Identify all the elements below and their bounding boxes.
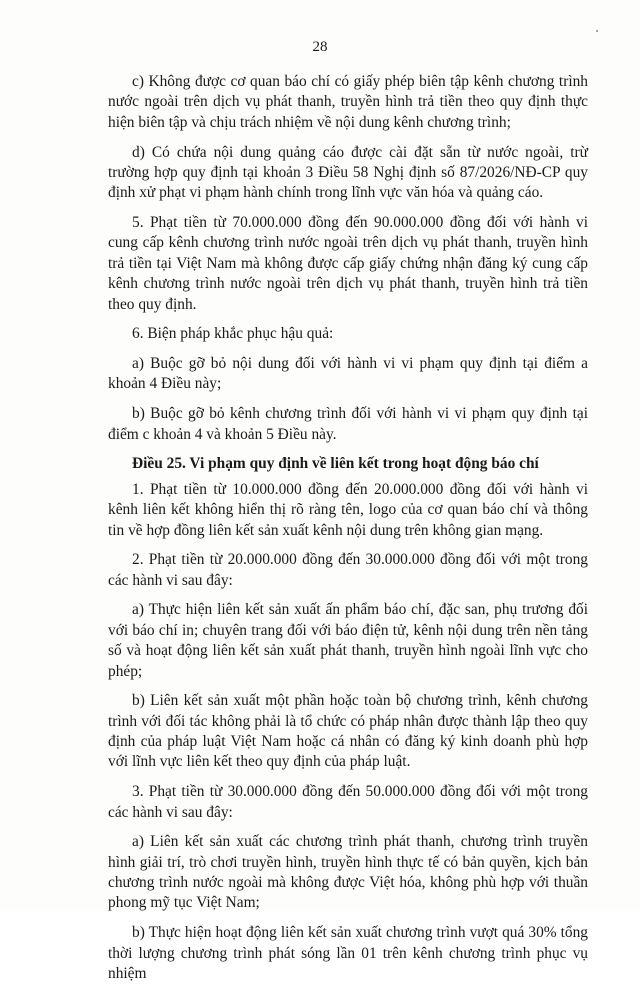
article-25-clause-2: 2. Phạt tiền từ 20.000.000 đồng đến 30.000.000 đồng đối với một trong các hành vi sau đây: xyxy=(108,551,588,589)
article-25-heading: Điều 25. Vi phạm quy định về liên kết trong hoạt động báo chí xyxy=(132,455,539,473)
clause-4d: d) Có chứa nội dung quảng cáo được cài đặt sẵn từ nước ngoài, trừ trường hợp quy định tại khoản 3 Điều 58 Nghị định số 87/2026/NĐ-CP quy định xử phạt vi phạm hành chính trong lĩnh vực văn hóa và quảng cáo. xyxy=(108,143,588,202)
clause-4c: c) Không được cơ quan báo chí có giấy phép biên tập kênh chương trình nước ngoài trên dịch vụ phát thanh, truyền hình trả tiền theo quy định thực hiện biên tập và chịu trách nhiệm về nội dung kênh chương trình; xyxy=(108,73,588,131)
article-25-clause-2b: b) Liên kết sản xuất một phần hoặc toàn bộ chương trình, kênh chương trình với đối tác không phải là tổ chức có pháp nhân được thành lập theo quy định của pháp luật Việt Nam hoặc cá nhân có đăng ký kinh doanh phù hợp với lĩnh vực liên kết theo quy định của pháp luật. xyxy=(108,692,588,771)
document-body xyxy=(108,72,588,994)
article-25-clause-3a: a) Liên kết sản xuất các chương trình phát thanh, chương trình truyền hình giải trí, trò chơi truyền hình, truyền hình thực tế có bản quyền, kịch bản chương trình nước ngoài mà không được Việt hóa, không phù hợp với thuần phong mỹ tục Việt Nam; xyxy=(108,833,588,912)
article-25-clause-3: 3. Phạt tiền từ 30.000.000 đồng đến 50.000.000 đồng đối với một trong các hành vi sau đây: xyxy=(108,783,588,821)
clause-6b: b) Buộc gỡ bỏ kênh chương trình đối với hành vi vi phạm quy định tại điểm c khoản 4 và khoản 5 Điều này. xyxy=(108,405,588,443)
article-25-clause-3b: b) Thực hiện hoạt động liên kết sản xuất chương trình vượt quá 30% tổng thời lượng chương trình phát sóng lần 01 trên kênh chương trình phục vụ nhiệm xyxy=(108,924,588,982)
page-number: 28 xyxy=(312,39,328,55)
clause-5: 5. Phạt tiền từ 70.000.000 đồng đến 90.000.000 đồng đối với hành vi cung cấp kênh chương trình nước ngoài trên dịch vụ phát thanh, truyền hình trả tiền tại Việt Nam mà không được cấp giấy chứng nhận đăng ký cung cấp kênh chương trình nước ngoài trên dịch vụ phát thanh, truyền hình trả tiền theo quy định. xyxy=(108,214,588,313)
scan-speck xyxy=(596,30,598,32)
article-25-clause-1: 1. Phạt tiền từ 10.000.000 đồng đến 20.000.000 đồng đối với hành vi kênh liên kết không hiển thị rõ ràng tên, logo của cơ quan báo chí và thông tin về hợp đồng liên kết sản xuất kênh nội dung trên không gian mạng. xyxy=(108,480,588,539)
clause-6: 6. Biện pháp khắc phục hậu quả: xyxy=(132,325,334,343)
clause-6a: a) Buộc gỡ bỏ nội dung đối với hành vi vi phạm quy định tại điểm a khoản 4 Điều này; xyxy=(108,355,588,393)
article-25-clause-2a: a) Thực hiện liên kết sản xuất ấn phẩm báo chí, đặc san, phụ trương đối với báo chí in; chuyên trang đối với báo điện tử, kênh nội dung trên nền tảng số và hoạt động liên kết sản xuất phát thanh, truyền hình ngoài lĩnh vực cho phép; xyxy=(108,601,588,680)
